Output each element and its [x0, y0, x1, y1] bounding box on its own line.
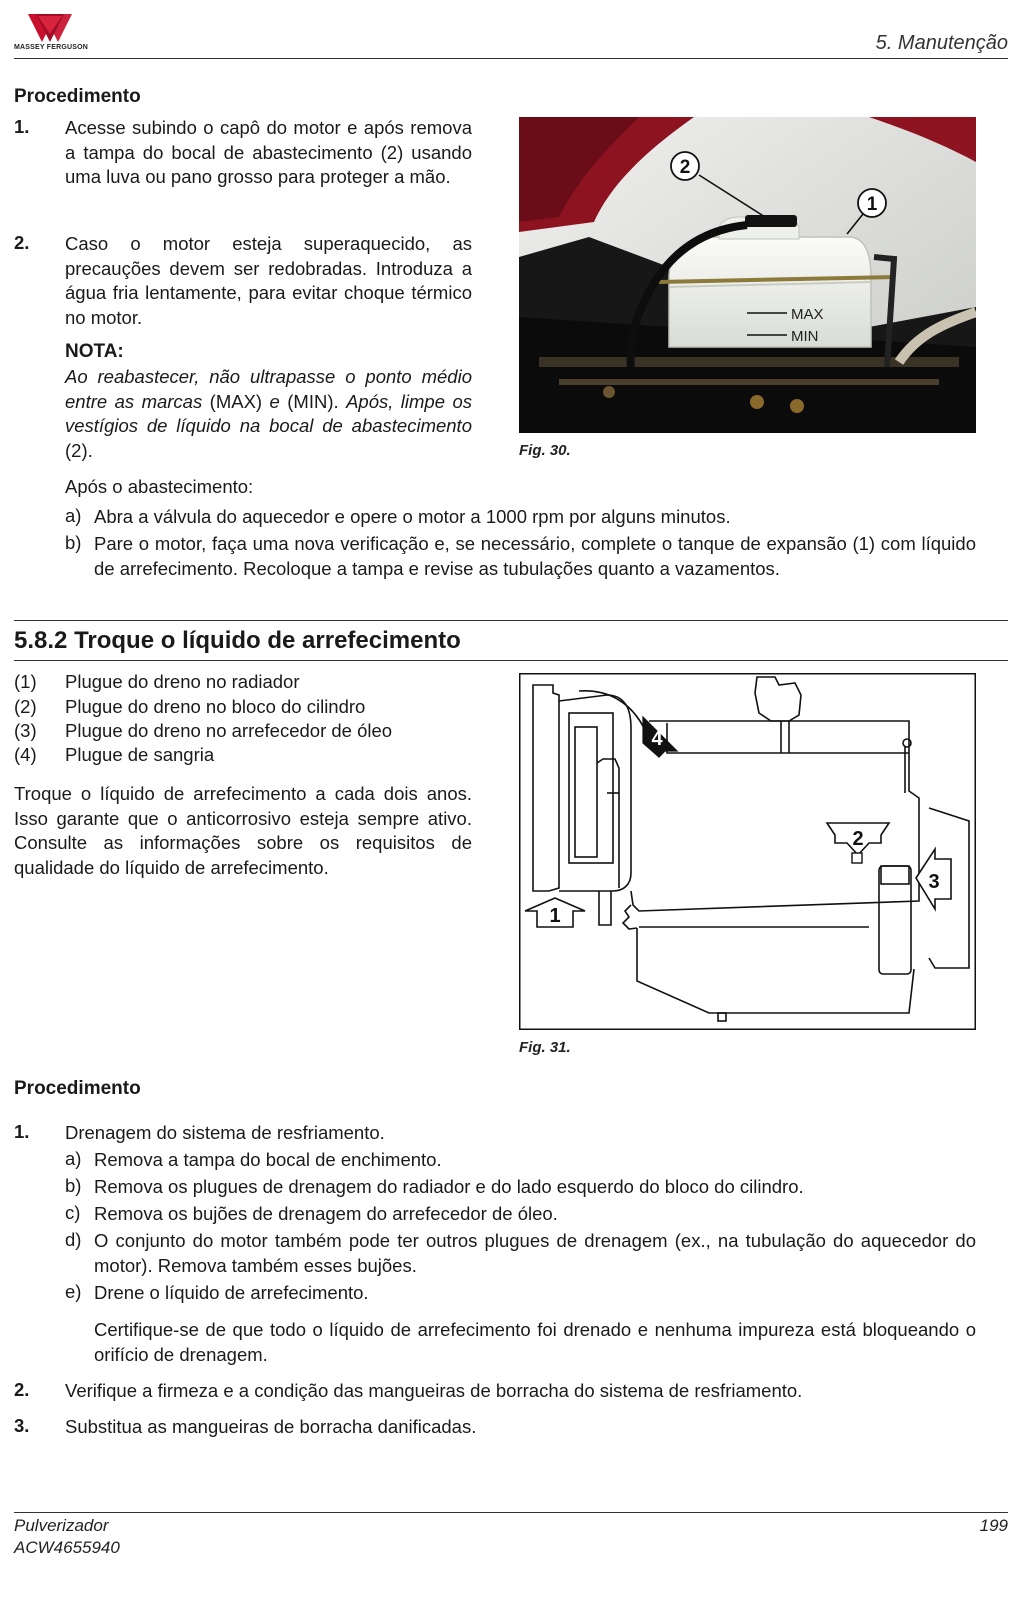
- sub-letter: b): [65, 532, 82, 553]
- note-part: e: [269, 390, 280, 412]
- note-text: [65, 365, 472, 463]
- intro-text: Troque o líquido de arrefecimento a cada dois anos. Isso garante que o anticorrosivo esteja sempre ativo. Consulte as informações sobre os requisitos de qualidade do líquido de arrefecimento.: [14, 783, 472, 878]
- sub-text: O conjunto do motor também pode ter outros plugues de drenagem (ex., na tubulação do aquecedor do motor). Remova também esses bujões.: [94, 1230, 976, 1276]
- step-text: Caso o motor esteja superaquecido, as precauções devem ser redobradas. Introduza a água fria lentamente, para evitar choque térmico no motor.: [65, 233, 472, 328]
- callout-2-label: 2: [679, 157, 691, 178]
- chapter-title: 5. Manutenção: [875, 32, 1008, 54]
- max-label: MAX: [791, 306, 824, 323]
- callout-4-label: 4: [651, 728, 663, 750]
- callout-3-label: 3: [928, 871, 940, 893]
- sub-letter: a): [65, 1148, 82, 1169]
- after-fill-text: Após o abastecimento:: [65, 476, 254, 497]
- callout-1-label: 1: [866, 194, 878, 215]
- sub-text: Abra a válvula do aquecedor e opere o motor a 1000 rpm por alguns minutos.: [94, 506, 731, 527]
- callout-1-label: 1: [549, 905, 561, 927]
- footer-product: Pulverizador: [14, 1516, 109, 1535]
- fig30-photo: [519, 117, 976, 433]
- fig30-caption: Fig. 30.: [519, 442, 571, 459]
- section-number: 5.8.2: [14, 627, 68, 654]
- legend-text: Plugue de sangria: [65, 744, 215, 765]
- sub-letter: e): [65, 1281, 82, 1302]
- section-rule-top: [14, 620, 1008, 621]
- callout-2-label: 2: [852, 828, 864, 850]
- sub-text: Remova a tampa do bocal de enchimento.: [94, 1149, 442, 1170]
- step-number: 1.: [14, 1121, 30, 1142]
- legend-text: Plugue do dreno no arrefecedor de óleo: [65, 720, 393, 741]
- step-number: 1.: [14, 116, 30, 137]
- header-rule: [14, 58, 1008, 59]
- min-label: MIN: [791, 328, 819, 345]
- sub-letter: d): [65, 1229, 82, 1250]
- legend-number: (4): [14, 744, 37, 765]
- logo-text: MASSEY FERGUSON: [14, 44, 89, 51]
- sub-letter: c): [65, 1202, 81, 1223]
- section-title: [14, 627, 461, 655]
- step-text: Substitua as mangueiras de borracha danificadas.: [65, 1416, 477, 1437]
- sub-text: Remova os bujões de drenagem do arrefecedor de óleo.: [94, 1203, 558, 1224]
- triple-triangle-logo-icon: [14, 12, 84, 44]
- footer-rule: [14, 1512, 1008, 1513]
- legend-text: Plugue do dreno no bloco do cilindro: [65, 696, 366, 717]
- legend-number: (3): [14, 720, 37, 741]
- note-part: (2).: [65, 439, 93, 461]
- procedure-heading: Procedimento: [14, 1078, 141, 1099]
- legend-number: (1): [14, 671, 37, 692]
- note-part: Após, limpe os vestígios de líquido na bocal de abastecimento: [65, 390, 472, 436]
- footer-code: ACW4655940: [14, 1538, 120, 1557]
- section-title-text: Troque o líquido de arrefecimento: [74, 627, 461, 654]
- engine-drain-diagram: [519, 673, 976, 1030]
- sub-letter: a): [65, 505, 82, 526]
- fig31-diagram: [519, 673, 976, 1030]
- note-part: (MIN).: [279, 390, 347, 412]
- legend-text: Plugue do dreno no radiador: [65, 671, 300, 692]
- note-part: Ao reabastecer, não ultrapasse o ponto médio entre as marcas: [65, 366, 472, 412]
- section-rule-bottom: [14, 660, 1008, 661]
- page-number: 199: [979, 1516, 1008, 1535]
- step-number: 2.: [14, 1379, 30, 1400]
- sub-text: Pare o motor, faça uma nova verificação e, se necessário, complete o tanque de expansão (1) com líquido de arrefecimento. Recoloque a tampa e revise as tubulações quanto a vazamentos.: [94, 533, 976, 579]
- note-label: NOTA:: [65, 341, 124, 362]
- note-part: (MAX): [202, 390, 270, 412]
- step-number: 3.: [14, 1415, 30, 1436]
- step-number: 2.: [14, 232, 30, 253]
- expansion-tank-photo: [519, 117, 976, 433]
- certify-text: Certifique-se de que todo o líquido de arrefecimento foi drenado e nenhuma impureza está bloqueando o orifício de drenagem.: [94, 1319, 976, 1365]
- legend-number: (2): [14, 696, 37, 717]
- sub-text: Remova os plugues de drenagem do radiador e do lado esquerdo do bloco do cilindro.: [94, 1176, 804, 1197]
- step-text: Drenagem do sistema de resfriamento.: [65, 1122, 385, 1143]
- step-text: Acesse subindo o capô do motor e após remova a tampa do bocal de abastecimento (2) usando uma luva ou pano grosso para proteger a mão.: [65, 117, 472, 187]
- sub-text: Drene o líquido de arrefecimento.: [94, 1282, 369, 1303]
- procedure-heading: Procedimento: [14, 86, 141, 107]
- massey-ferguson-logo: [14, 12, 89, 54]
- step-text: Verifique a firmeza e a condição das mangueiras de borracha do sistema de resfriamento.: [65, 1380, 803, 1401]
- sub-letter: b): [65, 1175, 82, 1196]
- fig31-caption: Fig. 31.: [519, 1039, 571, 1056]
